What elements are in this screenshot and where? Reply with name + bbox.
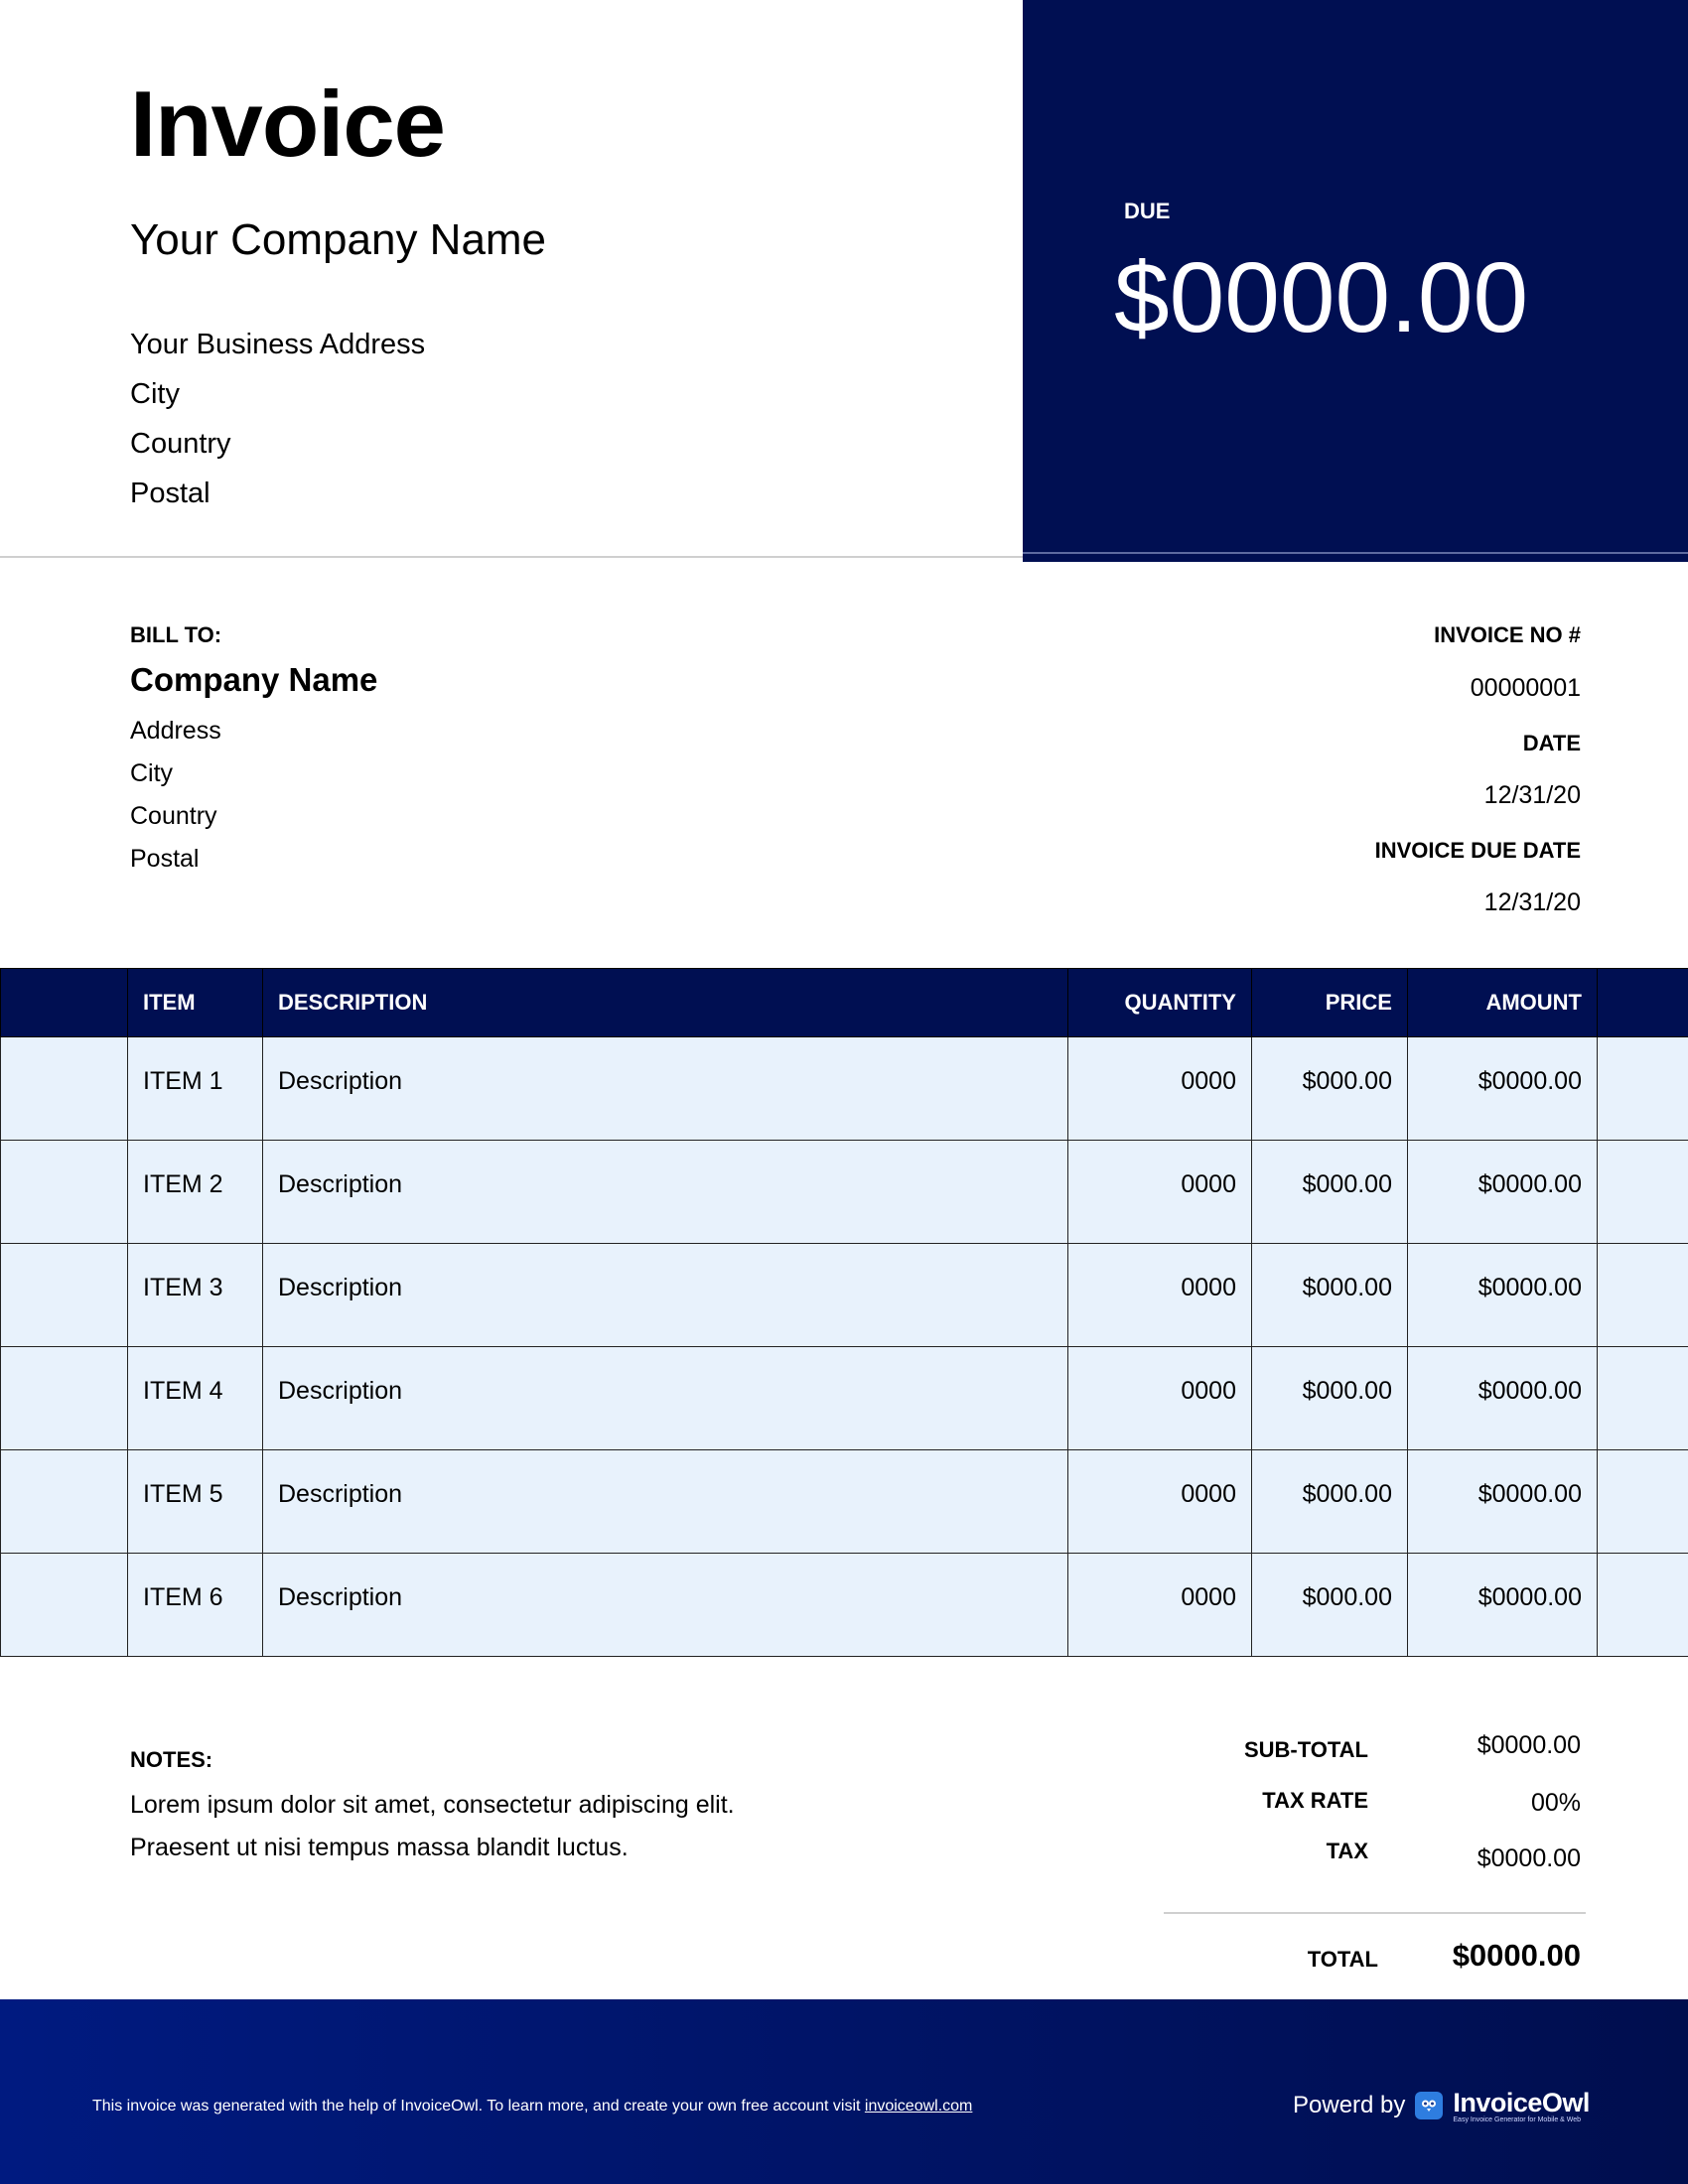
item-cell: ITEM 6 xyxy=(128,1554,263,1657)
quantity-cell: 0000 xyxy=(1068,1450,1252,1554)
tax-rate-value: 00% xyxy=(1530,1789,1581,1817)
table-row xyxy=(1,1450,1688,1554)
quantity-cell: 0000 xyxy=(1068,1347,1252,1450)
footer-message: This invoice was generated with the help of InvoiceOwl. To learn more, and create your own free account visit xyxy=(92,2098,865,2115)
table-row xyxy=(1,1037,1688,1141)
invoice-title: Invoice xyxy=(130,71,445,176)
country-line: Country xyxy=(130,428,231,460)
amount-cell: $0000.00 xyxy=(1408,1450,1598,1554)
date-value: 12/31/20 xyxy=(1483,781,1581,809)
quantity-cell: 0000 xyxy=(1068,1554,1252,1657)
totals-divider xyxy=(1164,1912,1586,1914)
row-spacer xyxy=(1,1244,128,1347)
due-date-label: INVOICE DUE DATE xyxy=(1374,838,1581,863)
item-cell: ITEM 4 xyxy=(128,1347,263,1450)
item-cell: ITEM 5 xyxy=(128,1450,263,1554)
tax-rate-label: TAX RATE xyxy=(1262,1788,1368,1813)
table-row xyxy=(1,1244,1688,1347)
notes-line: Lorem ipsum dolor sit amet, consectetur adipiscing elit. xyxy=(130,1791,735,1819)
row-spacer xyxy=(1598,1554,1688,1657)
row-spacer xyxy=(1598,1037,1688,1141)
row-spacer xyxy=(1598,1141,1688,1244)
city-line: City xyxy=(130,378,180,410)
table-row xyxy=(1,1141,1688,1244)
description-cell: Description xyxy=(263,1244,1068,1347)
subtotal-value: $0000.00 xyxy=(1477,1731,1581,1759)
price-cell: $000.00 xyxy=(1252,1554,1408,1657)
invoice-no-label: INVOICE NO # xyxy=(1434,622,1581,647)
amount-cell: $0000.00 xyxy=(1408,1037,1598,1141)
due-amount: $0000.00 xyxy=(1114,242,1529,353)
header-spacer-left xyxy=(1,969,128,1037)
notes-label: NOTES: xyxy=(130,1747,213,1772)
table-header-row xyxy=(1,969,1688,1037)
amount-cell: $0000.00 xyxy=(1408,1141,1598,1244)
price-cell: $000.00 xyxy=(1252,1347,1408,1450)
row-spacer xyxy=(1,1347,128,1450)
address-line: Your Business Address xyxy=(130,329,426,360)
row-spacer xyxy=(1,1554,128,1657)
notes-line: Praesent ut nisi tempus massa blandit luctus. xyxy=(130,1834,629,1861)
price-cell: $000.00 xyxy=(1252,1244,1408,1347)
row-spacer xyxy=(1,1037,128,1141)
logo-tagline: Easy Invoice Generator for Mobile & Web xyxy=(1453,2116,1582,2123)
bill-to-city: City xyxy=(130,759,174,787)
row-spacer xyxy=(1598,1347,1688,1450)
amount-cell: $0000.00 xyxy=(1408,1554,1598,1657)
logo-wordmark: InvoiceOwl xyxy=(1453,2088,1590,2117)
items-table xyxy=(0,968,1688,1657)
column-header-item: ITEM xyxy=(128,969,263,1037)
description-cell: Description xyxy=(263,1037,1068,1141)
due-date-value: 12/31/20 xyxy=(1483,888,1581,916)
header-divider xyxy=(0,556,1023,558)
price-cell: $000.00 xyxy=(1252,1141,1408,1244)
tax-value: $0000.00 xyxy=(1477,1844,1581,1872)
bill-to-address-line: Address xyxy=(130,717,221,745)
postal-line: Postal xyxy=(130,478,211,509)
quantity-cell: 0000 xyxy=(1068,1244,1252,1347)
bill-to-country: Country xyxy=(130,802,217,830)
tax-label: TAX xyxy=(1326,1839,1368,1863)
header-spacer-right xyxy=(1598,969,1688,1037)
total-value: $0000.00 xyxy=(1452,1938,1581,1973)
amount-cell: $0000.00 xyxy=(1408,1347,1598,1450)
company-address xyxy=(130,320,425,518)
item-cell: ITEM 3 xyxy=(128,1244,263,1347)
table-row xyxy=(1,1554,1688,1657)
subtotal-label: SUB-TOTAL xyxy=(1243,1737,1368,1762)
quantity-cell: 0000 xyxy=(1068,1037,1252,1141)
owl-logo-icon xyxy=(1415,2092,1443,2119)
row-spacer xyxy=(1,1141,128,1244)
invoiceowl-link[interactable]: invoiceowl.com xyxy=(864,2098,973,2115)
company-name: Your Company Name xyxy=(130,215,547,264)
powered-by-label: Powerd by xyxy=(1293,2092,1406,2118)
column-header-quantity: QUANTITY xyxy=(1068,969,1252,1037)
column-header-description: DESCRIPTION xyxy=(263,969,1068,1037)
column-header-amount: AMOUNT xyxy=(1408,969,1598,1037)
due-label: DUE xyxy=(1124,199,1171,223)
invoiceowl-logo xyxy=(1453,2088,1590,2123)
price-cell: $000.00 xyxy=(1252,1037,1408,1141)
row-spacer xyxy=(1598,1244,1688,1347)
quantity-cell: 0000 xyxy=(1068,1141,1252,1244)
row-spacer xyxy=(1598,1450,1688,1554)
row-spacer xyxy=(1,1450,128,1554)
price-cell: $000.00 xyxy=(1252,1450,1408,1554)
bill-to-postal: Postal xyxy=(130,845,200,873)
item-cell: ITEM 1 xyxy=(128,1037,263,1141)
panel-divider xyxy=(1023,552,1688,554)
item-cell: ITEM 2 xyxy=(128,1141,263,1244)
amount-cell: $0000.00 xyxy=(1408,1244,1598,1347)
total-label: TOTAL xyxy=(1307,1947,1378,1972)
invoice-no-value: 00000001 xyxy=(1470,674,1581,702)
notes-text xyxy=(130,1784,735,1869)
description-cell: Description xyxy=(263,1141,1068,1244)
description-cell: Description xyxy=(263,1347,1068,1450)
description-cell: Description xyxy=(263,1554,1068,1657)
description-cell: Description xyxy=(263,1450,1068,1554)
date-label: DATE xyxy=(1522,731,1581,755)
table-row xyxy=(1,1347,1688,1450)
powered-by xyxy=(1293,2088,1590,2123)
footer-text xyxy=(92,2098,972,2116)
bill-to-company: Company Name xyxy=(130,661,378,698)
bill-to-address xyxy=(130,710,221,881)
column-header-price: PRICE xyxy=(1252,969,1408,1037)
bill-to-label: BILL TO: xyxy=(130,622,222,647)
